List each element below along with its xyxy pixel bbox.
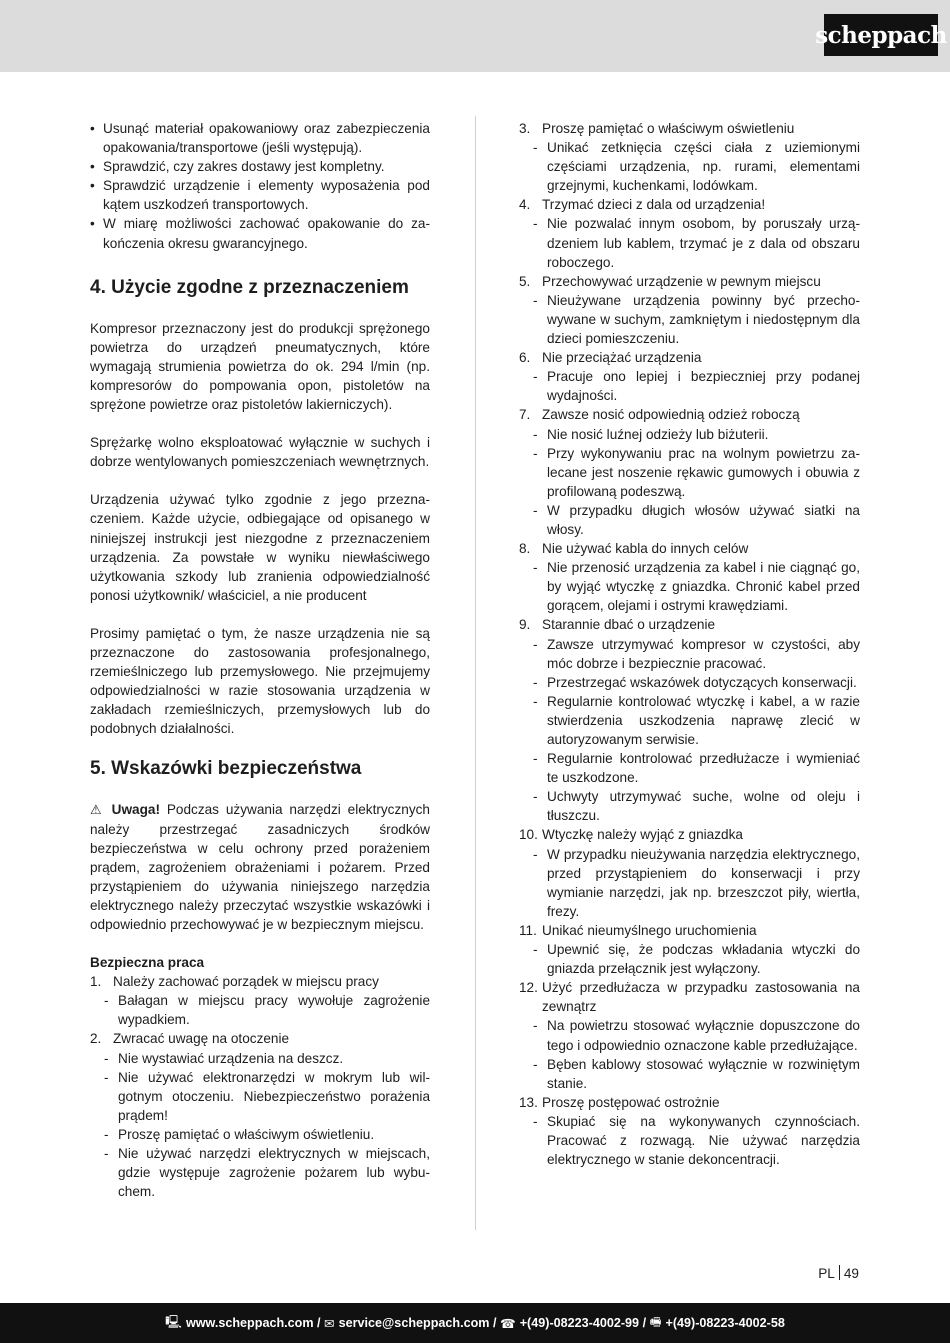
scheppach-logo: scheppach: [824, 14, 938, 56]
dash-item: - Na powietrzu stosować wyłącznie dopuszczone do tego i odpowiednio oznaczone kable przedłużające.: [519, 1016, 860, 1054]
item-number: 11.: [519, 922, 537, 938]
item-number: 12.: [519, 980, 538, 996]
item-title: Wtyczkę należy wyjąć z gniazdka: [542, 827, 743, 843]
list-item: [519, 195, 860, 214]
item-title: Zawsze nosić odpowiednią odzież roboczą: [542, 407, 800, 423]
list-item: [519, 615, 860, 634]
dash-item: - Zawsze utrzymywać kompresor w czystości, aby móc dobrze i bezpiecznie pracować.: [519, 635, 860, 673]
item-title: Starannie dbać o urządzenie: [542, 617, 716, 633]
warning-paragraph: [90, 800, 430, 934]
section-4-heading: 4. Użycie zgodne z przeznaczeniem: [90, 276, 409, 298]
list-item: [90, 972, 430, 991]
page-number-separator: [839, 1265, 840, 1280]
paragraph: Kompresor przeznaczony jest do produkcji sprężonego powietrza do urządzeń pneumatycznych, które wymagają strumienia powietrza do ok. 294 l/min (np. kompresorów do pompowania opon, pistoletów na sprężone powietrze oraz pistoletów lakierniczych).: [90, 320, 430, 413]
item-title: Zwracać uwagę na otoczenie: [113, 1031, 290, 1047]
item-title: Przechowywać urządzenie w pewnym miejscu: [542, 273, 821, 289]
phone-icon: ☎: [500, 1316, 516, 1331]
item-title: Unikać nieumyślnego uruchomienia: [542, 922, 757, 938]
dash-item: - Bęben kablowy stosować wyłącznie w rozwiniętym stanie.: [519, 1055, 860, 1093]
dash-item: - Proszę pamiętać o właściwym oświetleniu.: [90, 1125, 430, 1144]
list-item: [519, 272, 860, 291]
list-item: [519, 119, 860, 138]
footer-fax: +(49)-08223-4002-58: [665, 1316, 785, 1330]
list-item: [519, 539, 860, 558]
dash-item: - Przestrzegać wskazówek dotyczących konserwacji.: [519, 673, 860, 692]
dash-item: - Nie używać narzędzi elektrycznych w miejscach, gdzie występuje zagrożenie pożarem lub wybuchem.: [90, 1144, 430, 1201]
item-number: 7.: [519, 407, 531, 423]
item-number: 3.: [519, 121, 531, 136]
safe-work-heading: Bezpieczna praca: [90, 955, 205, 971]
dash-item: - Nie wystawiać urządzenia na deszcz.: [90, 1049, 430, 1068]
left-column: [90, 119, 430, 1201]
dash-item: - Nie nosić luźnej odzieży lub biżuterii.: [519, 425, 860, 444]
dash-item: - W przypadku długich włosów używać siatki na włosy.: [519, 501, 860, 539]
dash-item: - Unikać zetknięcia części ciała z uziemionymi częściami urządzenia, np. rurami, elementami grzejnymi, kuchenkami, lodówkam.: [519, 138, 860, 195]
item-title: Proszę pamiętać o właściwym oświetleniu: [542, 121, 795, 136]
section-5-heading: 5. Wskazówki bezpieczeństwa: [90, 758, 362, 780]
item-number: 2.: [90, 1031, 102, 1047]
item-title: Należy zachować porządek w miejscu pracy: [113, 974, 379, 990]
paragraph: Sprężarkę wolno eksploatować wyłącznie w suchych i dobrze wentylowanych pomieszczeniach wewnętrznych.: [90, 435, 430, 470]
dash-item: - W przypadku nieużywania narzędzia elektrycznego, przed przystąpieniem do konserwacji i przy wymianie narzędzi, jak np. brzeszczot piły, wiertła, frezy.: [519, 845, 860, 921]
dash-item: - Bałagan w miejscu pracy wywołuje zagrożenie wypadkiem.: [90, 991, 430, 1029]
dash-item: - Skupiać się na wykonywanych czynnościach. Pracować z rozwagą. Nie używać narzędzia elektrycznego w stanie dekoncentracji.: [519, 1112, 860, 1169]
dash-item: - Uchwyty utrzymywać suche, wolne od oleju i tłuszczu.: [519, 787, 860, 825]
footer-phone: +(49)-08223-4002-99: [519, 1316, 640, 1330]
page-number-value: 49: [843, 1266, 859, 1281]
fax-icon: 🖷: [649, 1314, 662, 1329]
warning-text: Podczas używania narzędzi elektrycznych należy przestrzegać zasadniczych środków bezpieczeństwa w celu ochrony przed porażeniem prądem, zagrożeniem obrażeniami i pożarem. Przed przystąpieniem do używania niniejszego narzędzia elektrycznego należy przeczytać wszystkie wskazówki i odpowiednio przechowywać je w bezpiecznym miejscu.: [90, 802, 430, 932]
paragraph: Prosimy pamiętać o tym, że nasze urządzenia nie są przeznaczone do zastosowania profesjonalnego, rzemieślniczego lub przemysłowego. Nie przejmujemy odpowiedzialności w razie stosowania urządzenia w zakładach rzemieślniczych, przemysłowych lub do podobnych działalności.: [90, 625, 430, 737]
item-number: 1.: [90, 974, 102, 990]
dash-item: - Nie używać elektronarzędzi w mokrym lub wilgotnym otoczeniu. Niebezpieczeństwo porażenia prądem!: [90, 1068, 430, 1125]
list-item: [519, 921, 860, 940]
item-number: 9.: [519, 617, 531, 633]
column-divider: [475, 116, 476, 1230]
footer-bar: [0, 1303, 950, 1343]
item-number: 5.: [519, 273, 531, 289]
page-number: [818, 1265, 859, 1281]
mail-icon: ✉: [324, 1316, 335, 1331]
footer-separator: /: [313, 1316, 325, 1330]
item-title: Nie używać kabla do innych celów: [542, 541, 749, 557]
list-item: [519, 978, 860, 1016]
item-title: Proszę postępować ostrożnie: [542, 1094, 720, 1110]
item-number: 8.: [519, 541, 531, 557]
footer-website-link[interactable]: www.scheppach.com: [185, 1316, 314, 1330]
item-number: 6.: [519, 350, 531, 366]
list-item: [90, 1029, 430, 1048]
item-number: 13.: [519, 1094, 538, 1110]
bullet-item: • W miarę możliwości zachować opakowanie do zakończenia okresu gwarancyjnego.: [90, 214, 430, 252]
bullet-item: • Sprawdzić, czy zakres dostawy jest kompletny.: [90, 157, 430, 176]
list-item: [519, 405, 860, 424]
item-number: 4.: [519, 197, 531, 213]
item-title: Trzymać dzieci z dala od urządzenia!: [542, 197, 766, 213]
dash-item: - Nieużywane urządzenia powinny być przechowywane w suchym, zamkniętym i niedostępnym dla dzieci pomieszczeniu.: [519, 291, 860, 348]
right-column: [519, 119, 860, 1169]
dash-item: - Nie pozwalać innym osobom, by poruszały urządzeniem lub kablem, trzymać je z dala od obszaru roboczego.: [519, 214, 860, 271]
dash-item: - Przy wykonywaniu prac na wolnym powietrzu zalecane jest noszenie rękawic gumowych i obuwia z profilowaną podeszwą.: [519, 444, 860, 501]
dash-item: - Regularnie kontrolować przedłużacze i wymieniać te uszkodzone.: [519, 749, 860, 787]
item-title: Użyć przedłużacza w przypadku zastosowania na zewnątrz: [542, 980, 860, 1015]
header-band: [0, 0, 950, 72]
dash-item: - Pracuje ono lepiej i bezpieczniej przy podanej wydajności.: [519, 367, 860, 405]
bullet-item: • Sprawdzić urządzenie i elementy wyposażenia pod kątem uszkodzeń transportowych.: [90, 176, 430, 214]
warning-label: Uwaga!: [111, 802, 160, 818]
page-language: PL: [818, 1266, 835, 1281]
footer-separator: /: [489, 1316, 500, 1330]
footer-email-link[interactable]: service@scheppach.com: [338, 1316, 490, 1330]
item-number: 10.: [519, 827, 538, 843]
list-item: [519, 825, 860, 844]
list-item: [519, 348, 860, 367]
paragraph: Urządzenia używać tylko zgodnie z jego przeznaczeniem. Każde użycie, odbiegające od opisanego w niniejszej instrukcji jest niezgodne z przeznaczeniem urządzenia. Za powstałe w wyniku niewłaściwego użytkowania szkody lub zranienia odpowiedzialność ponosi użytkownik/ właściciel, a nie producent: [90, 492, 430, 603]
footer-separator: /: [639, 1316, 650, 1330]
dash-item: - Regularnie kontrolować wtyczkę i kabel, a w razie stwierdzenia uszkodzenia naprawę zlecić w autoryzowanym serwisie.: [519, 692, 860, 749]
bullet-item: • Usunąć materiał opakowaniowy oraz zabezpieczenia opakowania/transportowe (jeśli występują).: [90, 119, 430, 157]
computer-icon: 🖳: [165, 1314, 182, 1329]
item-title: Nie przeciążać urządzenia: [542, 350, 702, 366]
warning-triangle-icon: ⚠: [90, 802, 105, 818]
dash-item: - Upewnić się, że podczas wkładania wtyczki do gniazda przełącznik jest wyłączony.: [519, 940, 860, 978]
list-item: [519, 1093, 860, 1112]
dash-item: - Nie przenosić urządzenia za kabel i nie ciągnąć go, by wyjąć wtyczkę z gniazdka. Chronić kabel przed gorącem, olejami i ostrymi krawędziami.: [519, 558, 860, 615]
